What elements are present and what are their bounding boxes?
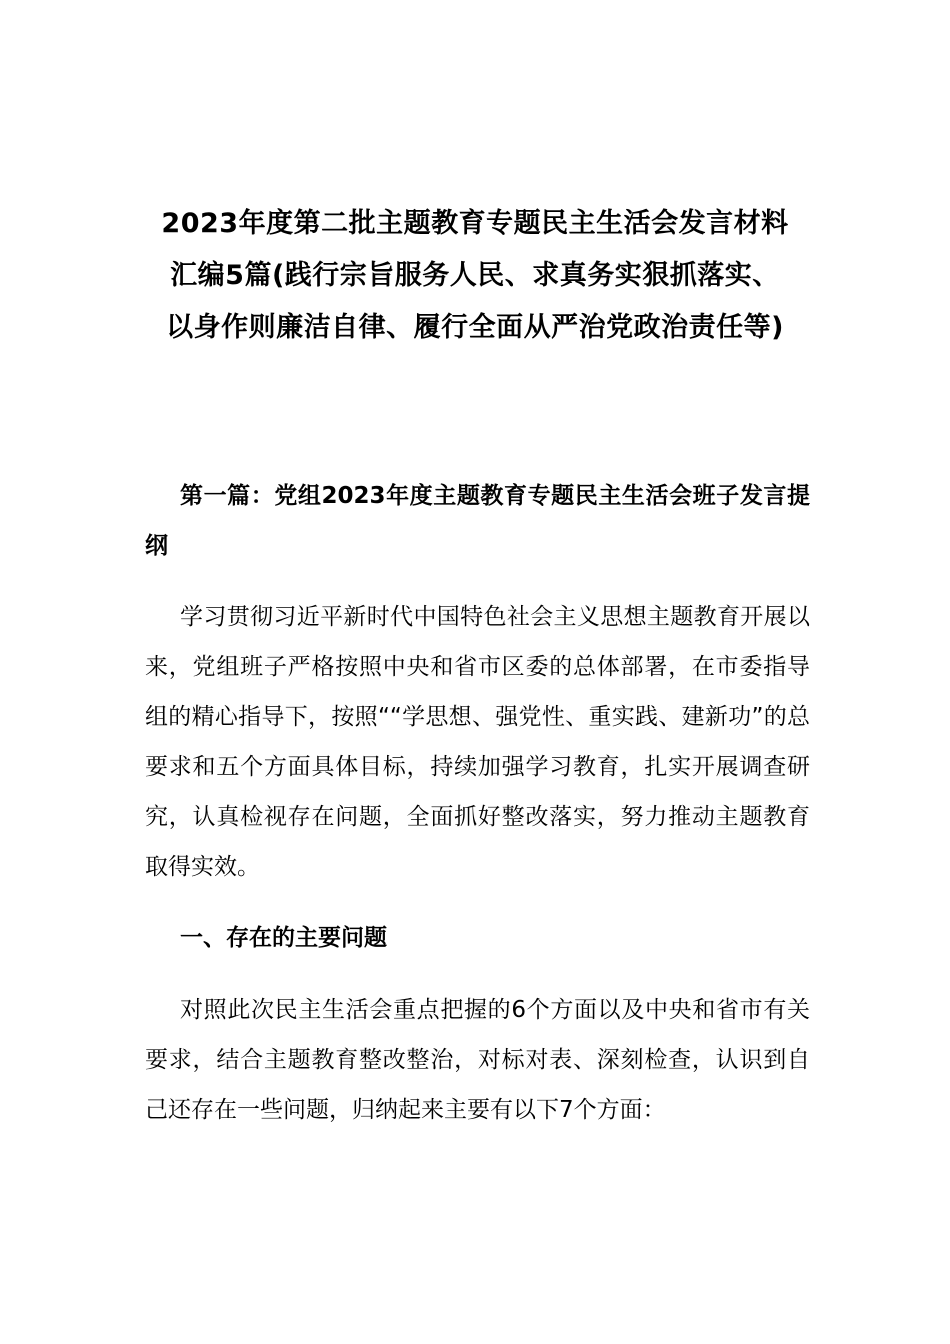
section-heading: 一、存在的主要问题 [180, 925, 387, 951]
title-line-2: 汇编5篇(践行宗旨服务人民、求真务实狠抓落实、 [170, 260, 780, 291]
document-title [100, 198, 850, 354]
intro-paragraph: 学习贯彻习近平新时代中国特色社会主义思想主题教育开展以来，党组班子严格按照中央和省市区委的总体部署，在市委指导组的精心指导下，按照““学思想、强党性、重实践、建新功”的总要求和五个方面具体目标，持续加强学习教育，扎实开展调查研究，认真检视存在问题，全面抓好整改落实，努力推动主题教育取得实效。 [145, 604, 810, 880]
chapter-heading: 第一篇：党组2023年度主题教育专题民主生活会班子发言提纲 [145, 483, 810, 559]
title-line-3: 以身作则廉洁自律、履行全面从严治党政治责任等) [166, 312, 784, 343]
section-paragraph: 对照此次民主生活会重点把握的6个方面以及中央和省市有关要求，结合主题教育整改整治，对标对表、深刻检查，认识到自己还存在一些问题，归纳起来主要有以下7个方面： [145, 997, 810, 1123]
title-line-1: 2023年度第二批主题教育专题民主生活会发言材料 [161, 208, 789, 239]
